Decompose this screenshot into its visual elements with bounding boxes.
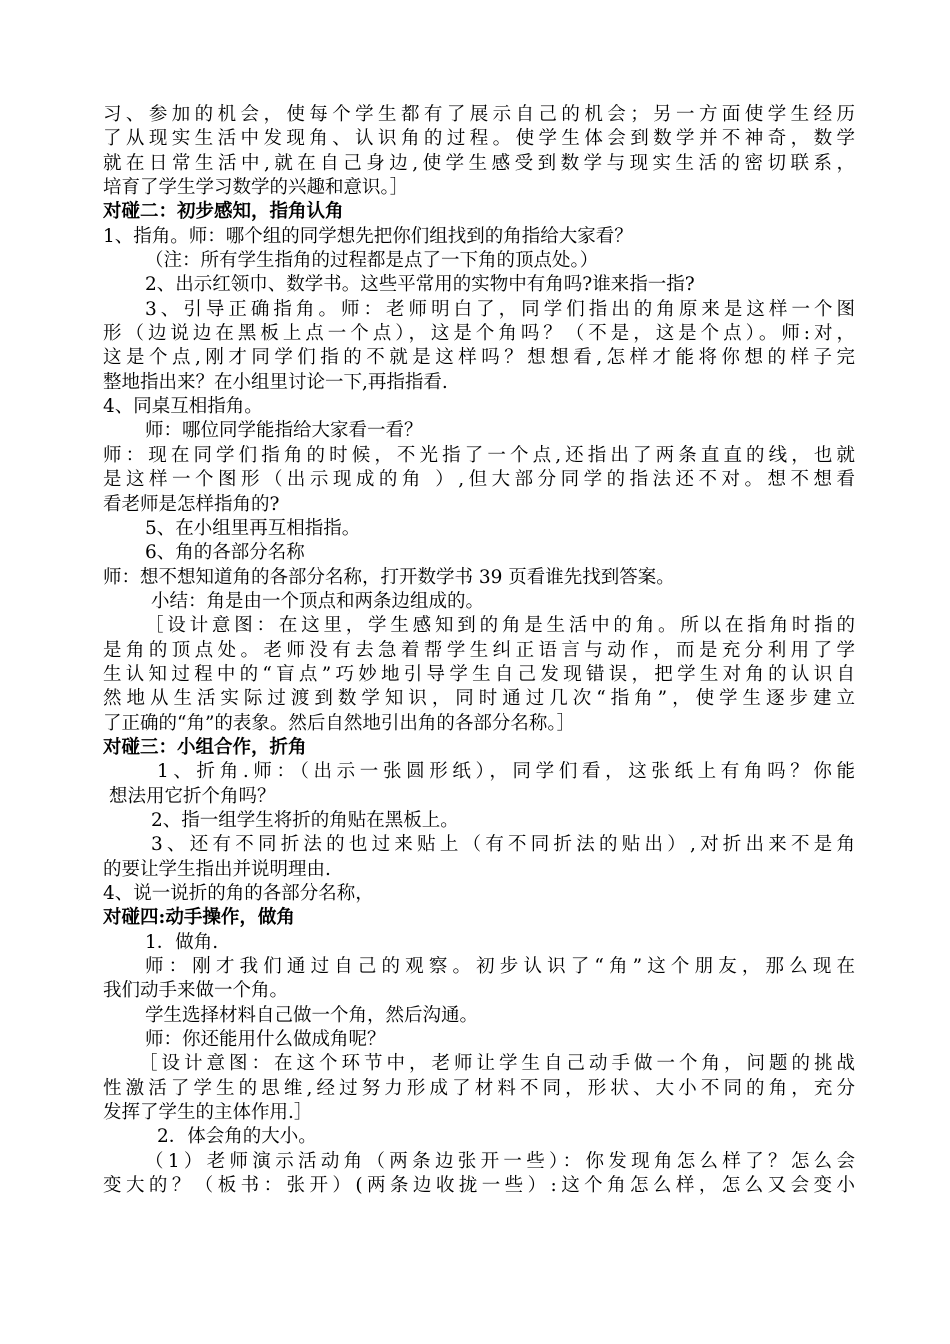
text-line: 形（边说边在黑板上点一个点），这是个角吗？（不是，这是个点）。师:对， (103, 323, 855, 345)
document-page (103, 103, 855, 1198)
text-line: 3、引导正确指角。师：老师明白了，同学们指出的角原来是这样一个图 (145, 298, 855, 320)
text-line: 培育了学生学习数学的兴趣和意识。］ (103, 177, 409, 199)
text-line: 2、指一组学生将折的角贴在黑板上。 (151, 809, 459, 831)
text-line: 了正确的“角”的表象。然后自然地引出角的各部分名称。］ (103, 712, 576, 734)
text-line: 是这样一个图形（出示现成的角 ）,但大部分同学的指法还不对。想不想看 (103, 469, 855, 491)
section-heading: 对碰二：初步感知，指角认角 (103, 201, 344, 223)
text-line: 1．做角. (145, 931, 219, 953)
text-line: （注：所有学生指角的过程都是点了一下角的顶点处。） (145, 250, 599, 272)
text-line: 2．体会角的大小。 (157, 1126, 317, 1148)
text-line: 师：现在同学们指角的时候，不光指了一个点,还指出了两条直直的线，也就 (103, 444, 855, 466)
text-line: ［设计意图：在这个环节中，老师让学生自己动手做一个角，问题的挑战 (139, 1053, 855, 1075)
text-line: 4、说一说折的角的各部分名称， (103, 883, 374, 904)
text-line: 习、参加的机会，使每个学生都有了展示自己的机会；另一方面使学生经历 (103, 104, 855, 125)
text-line: 想法用它折个角吗？ (109, 785, 276, 807)
text-line: 这是个点,刚才同学们指的不就是这样吗？想想看,怎样才能将你想的样子完 (103, 347, 855, 369)
text-line: 变大的？（板书：张开）(两条边收拢一些）:这个角怎么样，怎么又会变小 (103, 1175, 855, 1197)
text-line: 2、出示红领巾、数学书。这些平常用的实物中有角吗?谁来指一指? (145, 274, 695, 296)
text-line: 整地指出来？在小组里讨论一下,再指指看. (103, 371, 448, 393)
text-line: 生认知过程中的“盲点”巧妙地引导学生自己发现错误，把学生对角的认识自 (103, 663, 855, 685)
text-line: （1）老师演示活动角（两条边张开一些）：你发现角怎么样了？怎么会 (145, 1150, 855, 1172)
text-line: 的要让学生指出并说明理由. (103, 858, 331, 880)
text-line: 然地从生活实际过渡到数学知识，同时通过几次“指角”，使学生逐步建立 (103, 688, 855, 710)
text-line: 发挥了学生的主体作用.］ (103, 1102, 313, 1124)
text-line: 3、还有不同折法的也过来贴上（有不同折法的贴出）,对折出来不是角 (151, 834, 855, 856)
text-line: 就在日常生活中,就在自己身边,使学生感受到数学与现实生活的密切联系， (103, 152, 855, 174)
text-line: 师：哪位同学能指给大家看一看？ (145, 420, 423, 442)
text-line: 了从现实生活中发现角、认识角的过程。使学生体会到数学并不神奇，数学 (103, 128, 855, 150)
text-line: 看老师是怎样指角的? (103, 493, 280, 515)
text-line: 师：刚才我们通过自己的观察。初步认识了“角”这个朋友，那么现在 (145, 956, 855, 978)
text-line: 我们动手来做一个角。 (103, 980, 289, 1002)
text-line: ［设计意图：在这里，学生感知到的角是生活中的角。所以在指角时指的 (145, 615, 855, 637)
text-line: 师：你还能用什么做成角呢？ (145, 1029, 386, 1051)
text-line: 是角的顶点处。老师没有去急着帮学生纠正语言与动作，而是充分利用了学 (103, 639, 855, 661)
text-line: 1、指角。师：哪个组的同学想先把你们组找到的角指给大家看？ (103, 225, 633, 247)
text-line: 师：想不想知道角的各部分名称，打开数学书 39 页看谁先找到答案。 (103, 566, 675, 588)
text-line: 学生选择材料自己做一个角，然后沟通。 (145, 1004, 479, 1026)
text-line: 1、折角.师：（出示一张圆形纸），同学们看，这张纸上有角吗？你能 (157, 761, 855, 783)
text-line: 6、角的各部分名称 (145, 542, 305, 564)
text-line: 性激活了学生的思维,经过努力形成了材料不同，形状、大小不同的角，充分 (103, 1077, 855, 1099)
section-heading: 对碰三：小组合作，折角 (103, 736, 307, 758)
section-heading: 对碰四:动手操作，做角 (103, 907, 295, 929)
text-line: 5、在小组里再互相指指。 (145, 517, 361, 539)
text-line: 4、同桌互相指角。 (103, 396, 263, 418)
text-line: 小结：角是由一个顶点和两条边组成的。 (151, 590, 485, 612)
